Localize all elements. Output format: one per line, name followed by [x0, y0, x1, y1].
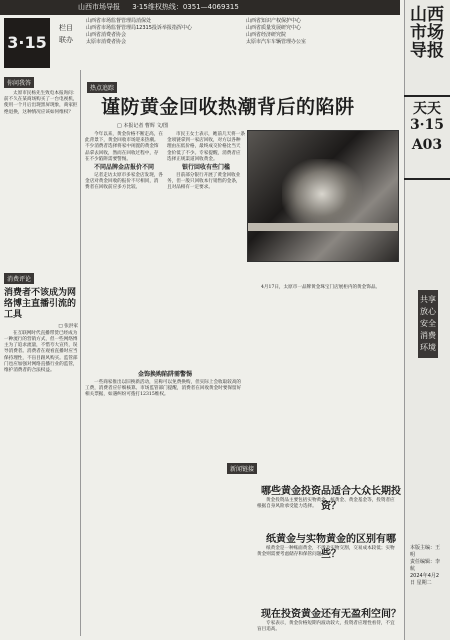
main-article-area: [80, 70, 402, 636]
article-byline: □ 本报记者 曹辉 文/图: [117, 123, 169, 129]
sponsor-list: [86, 18, 400, 66]
article-col-1: [85, 132, 163, 192]
edition-meta: [410, 545, 442, 587]
responsible-editor: 责任编辑：李航: [410, 559, 441, 572]
masthead-subtitle: 天天3·15: [409, 101, 445, 133]
article-headline: 谨防黄金回收热潮背后的陷阱: [101, 96, 355, 118]
sponsor-item: 山西省消费者协会: [86, 32, 127, 38]
article-paragraph: 记者走访太原市多家金店发现，各金店对黄金回收的报价不尽相同，消费者在回收前应多方比较。: [85, 173, 163, 191]
news-links-tag: 新闻链接: [227, 463, 257, 474]
links-q3-title: 现在投资黄金还有无盈利空间？: [261, 609, 401, 620]
hotline: 3·15维权热线：0351—4069315: [132, 3, 239, 11]
page-number: A03: [411, 137, 443, 153]
photo-shelf: [248, 223, 399, 231]
masthead-subtitle-box: [404, 95, 450, 180]
article-col-2: [167, 132, 245, 192]
commentary-body: 在互联网时代直播带货已经成为一种流行的营销方式，但一些网络博主为了追求流量，不惜夸大宣传，误导消费者。消费者在观看直播时应当保持理性，不盲目跟风购买。监管部门也应加强对网络直播行业的监管，维护消费者的合法权益。: [4, 330, 78, 374]
commentary-tag: 消费评论: [4, 273, 34, 284]
qa-body: 太原市民杨先生致电本报询问：前不久在某商场购买了一台电视机，使用一个月后出现黑屏现象，商家拒绝退换，这种情况应该如何维权？: [4, 91, 78, 115]
gold-jewelry-photo: [247, 130, 399, 262]
article-subhead: 银行回收有些门槛: [181, 164, 230, 172]
sponsor-item: 太原市消费者协会: [86, 39, 127, 45]
links-q3-body: 专家表示，黄金价格短期内波动较大，投资者应理性看待，不宜盲目追高。: [257, 621, 395, 633]
column-partner-label: [53, 22, 79, 46]
article-paragraph: 一些商家推出以旧换新活动，宣称可以免费换购，但实际上会收取较高的工费，消费者应仔细核算。市场监管部门提醒，消费者在回收黄金时要保留好相关票据，如遇纠纷可拨打12315维权。: [85, 380, 242, 398]
sponsor-item: 山西省质量发展研究中心: [246, 25, 302, 31]
commentary-title: 消费者不该成为网络博主直播引流的工具: [4, 287, 77, 320]
masthead-brand: 山西市场导报: [410, 5, 444, 61]
article-col-3: [85, 370, 245, 399]
article-subhead: 不同品牌金店报价不同: [93, 164, 154, 172]
logo-315: 3·15: [4, 18, 50, 68]
links-q2-title: 纸黄金与实物黄金的区别有哪些？: [266, 534, 396, 560]
editor-in-chief: 本版主编：王明: [410, 545, 441, 558]
qa-tag: 你问我答: [4, 77, 34, 88]
qa-spacer: [4, 116, 78, 266]
partner-line-1: 栏目: [59, 24, 73, 32]
article-paragraph: 目前部分银行开展了黄金回收业务，但一般只回收本行销售的金条，且对品相有一定要求。: [167, 173, 241, 191]
photo-highlight: [282, 159, 362, 229]
commentary-author: □ 张洪家: [58, 323, 78, 329]
page-header-bar: [0, 0, 400, 15]
left-column: [4, 70, 78, 636]
sponsor-item: 山西省知识产权保护中心: [246, 18, 302, 24]
sponsor-item: 山西省市场监督管理局消保处: [86, 18, 152, 24]
photo-caption: 4月17日，太原市一品牌黄金珠宝门店展柜内的黄金饰品。: [261, 285, 381, 290]
sponsor-col-left: [86, 18, 236, 46]
issue-date: 2024年4月2日 星期二: [410, 573, 440, 586]
section-name: 山西市场导报: [78, 3, 120, 11]
links-q1-body: 黄金投资品主要包括实物黄金、纸黄金、黄金基金等，投资者应根据自身风险承受能力选择。: [257, 498, 395, 510]
sponsor-col-right: [246, 18, 396, 46]
article-subhead: 金饰换购陷阱需警惕: [137, 371, 192, 378]
links-q2-body: 纸黄金是一种账面黄金，不涉及实物交割，交易成本较低；实物黄金则需要考虑储存和保管问题。: [257, 546, 395, 558]
sponsor-item: 山西省经济研究院: [246, 32, 287, 38]
links-q1-title: 哪些黄金投资品适合大众长期投资？: [261, 486, 401, 512]
article-paragraph: 市民王女士表示，她前几天将一条金项链拿到一家店回收，对方以各种理由压低价格，最终成交价格比当天金价低了不少。专家提醒，消费者应选择正规渠道回收黄金。: [167, 132, 245, 162]
article-paragraph: 今年以来，黄金价格不断走高，在此背景下，黄金回收市场迎来热潮。不少消费者选择将家中闲置的黄金饰品拿去回收，然而在回收过程中，存在不少陷阱需要警惕。: [85, 132, 163, 162]
partner-line-2: 联办: [59, 36, 73, 44]
vertical-column-tag: 共享放心安全消费环境: [418, 290, 438, 358]
hot-topic-tag: 热点追踪: [87, 82, 117, 93]
sponsor-item: 太原市汽车车辆管理办公室: [246, 39, 307, 45]
sponsor-item: 山西省市场监督管理局12315投诉举报指挥中心: [86, 25, 192, 31]
